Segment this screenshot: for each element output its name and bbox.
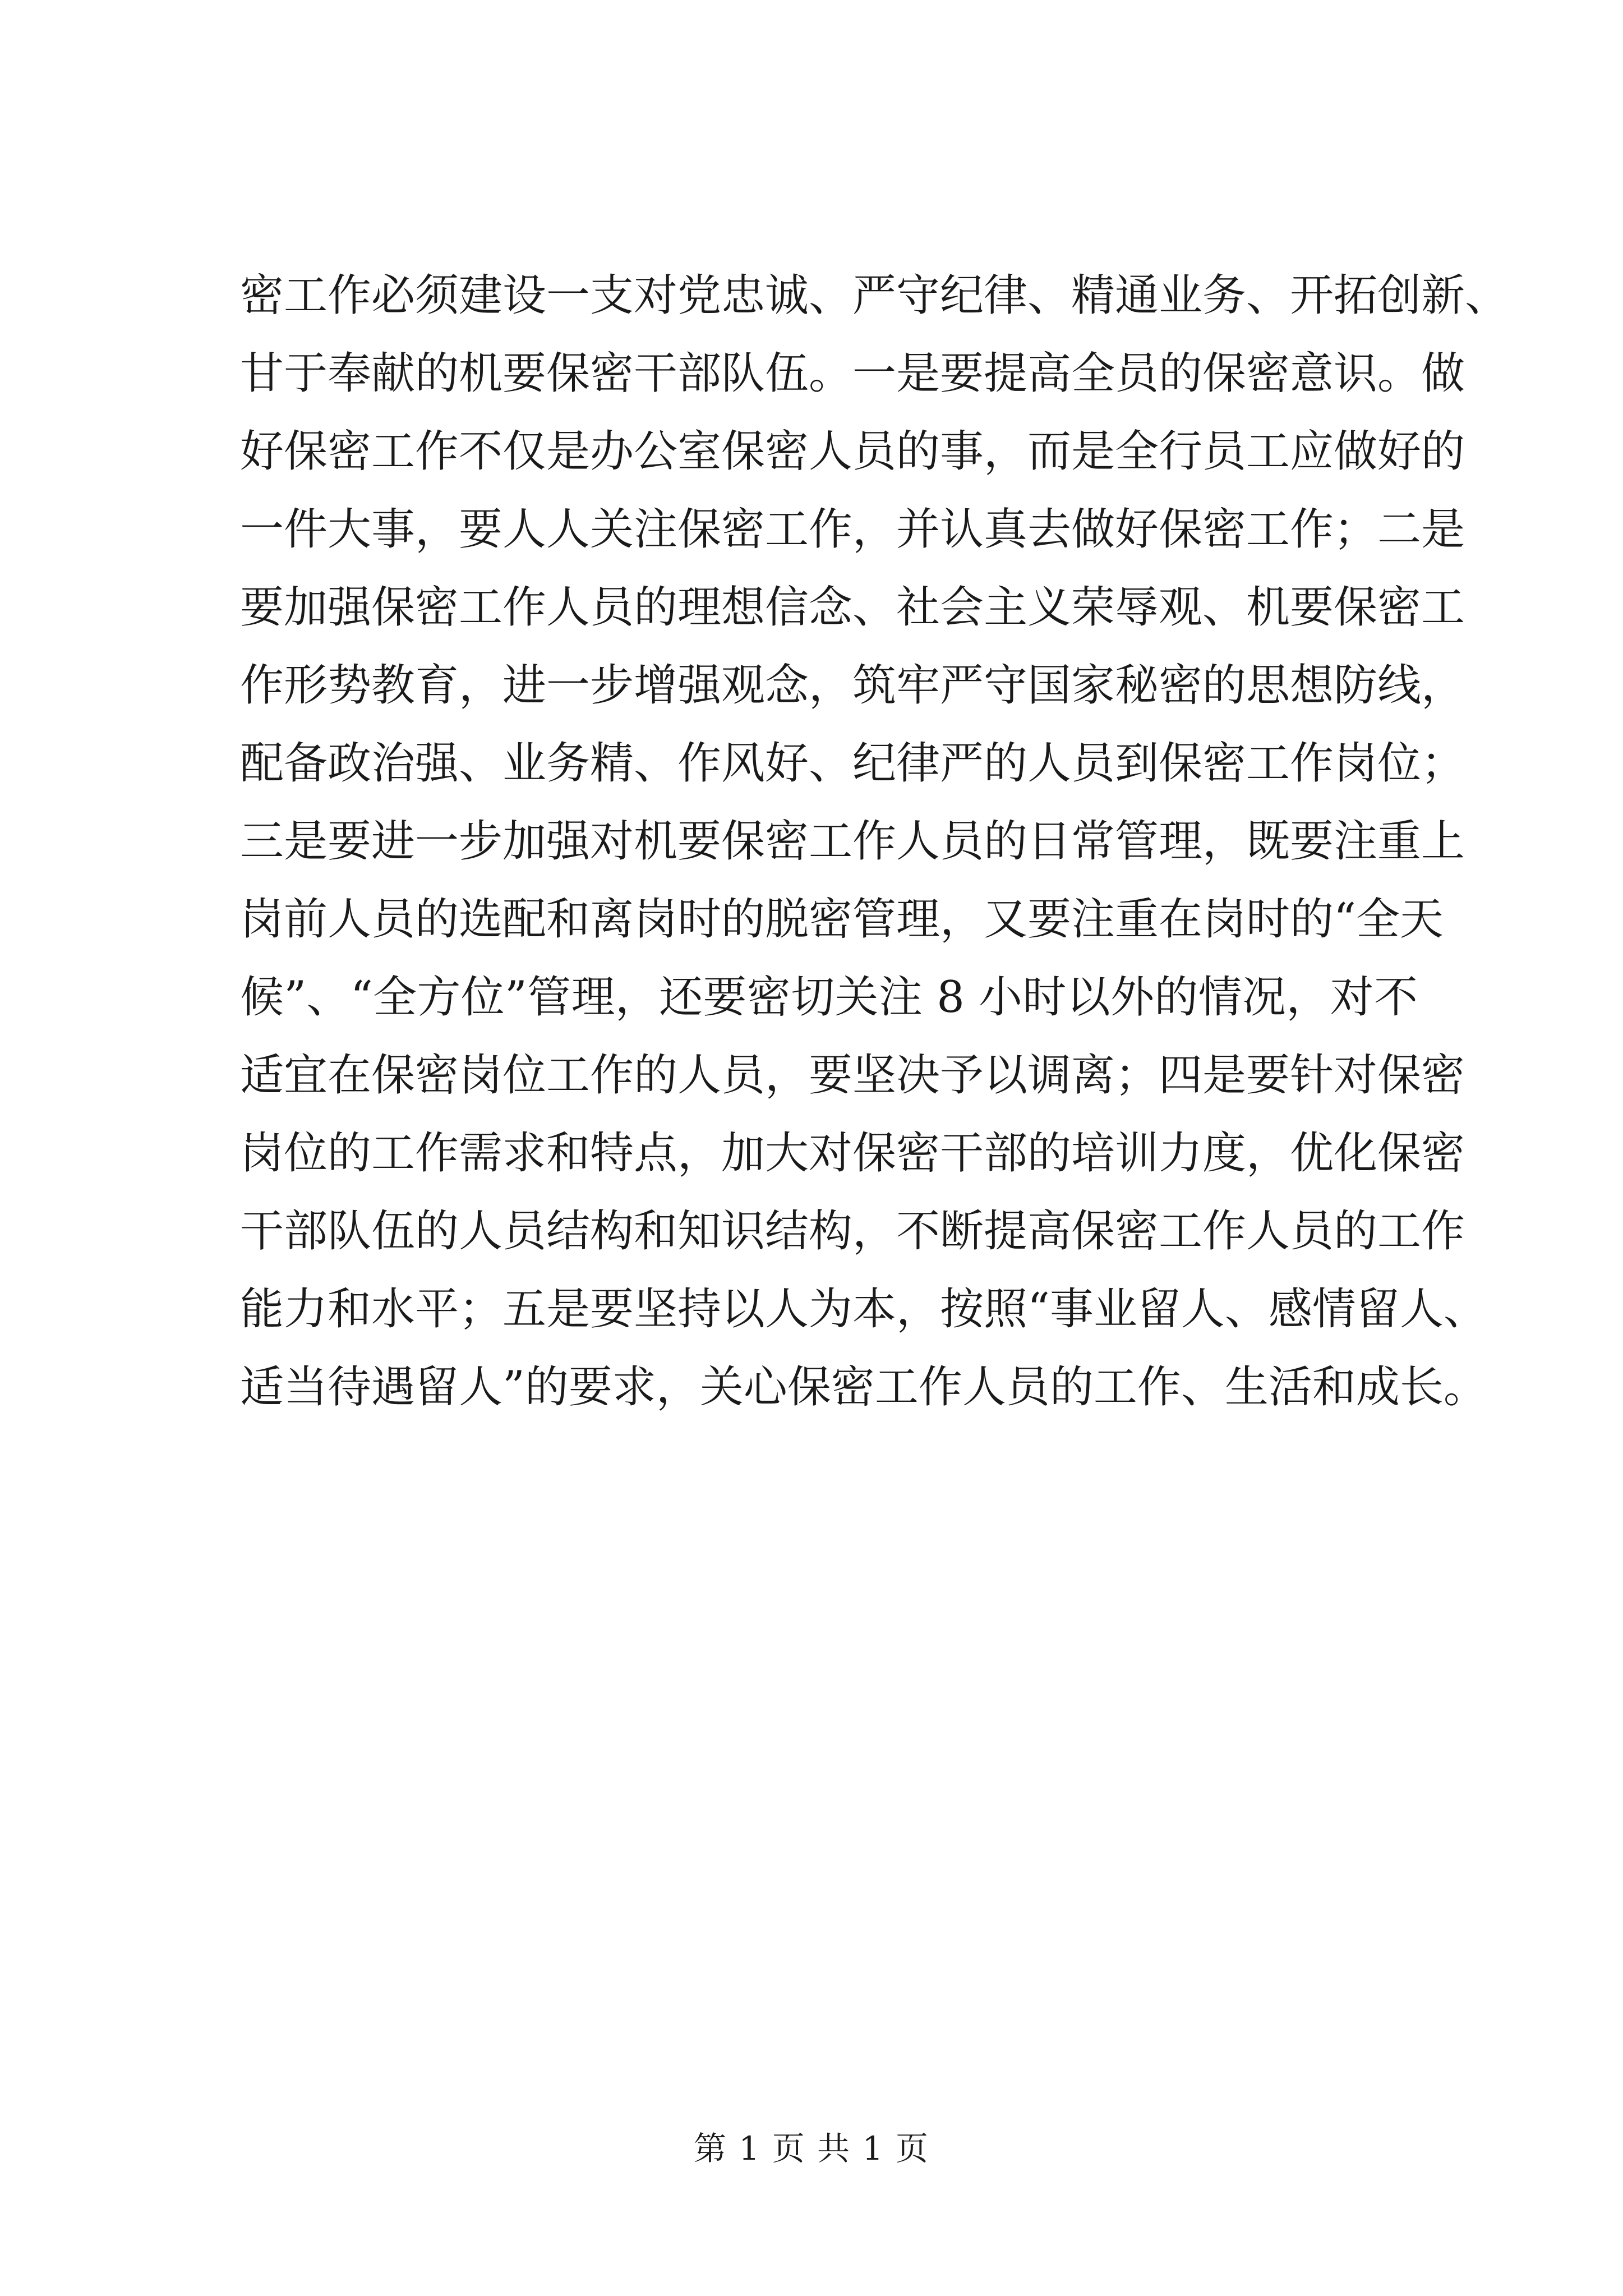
paragraph-line: 密工作必须建设一支对党忠诚、严守纪律、精通业务、开拓创新、: [240, 270, 1509, 321]
paragraph-line: 一件大事，要人人关注保密工作，并认真去做好保密工作；二是: [240, 504, 1465, 555]
paragraph-line: 干部队伍的人员结构和知识结构，不断提高保密工作人员的工作: [240, 1206, 1465, 1257]
paragraph-line: 岗位的工作需求和特点，加大对保密干部的培训力度，优化保密: [240, 1128, 1465, 1179]
paragraph-line: 适当待遇留人”的要求，关心保密工作人员的工作、生活和成长。: [240, 1362, 1487, 1412]
paragraph-line: 三是要进一步加强对机要保密工作人员的日常管理，既要注重上: [240, 816, 1465, 867]
paragraph-line: 甘于奉献的机要保密干部队伍。一是要提高全员的保密意识。做: [240, 348, 1465, 399]
paragraph-line: 岗前人员的选配和离岗时的脱密管理，又要注重在岗时的“全天: [240, 894, 1444, 945]
paragraph-line: 要加强保密工作人员的理想信念、社会主义荣辱观、机要保密工: [240, 582, 1465, 633]
body-paragraph: [240, 257, 1509, 1427]
page-number-footer: 第 1 页 共 1 页: [694, 2129, 929, 2168]
paragraph-line: 候”、“全方位”管理，还要密切关注 8 小时以外的情况，对不: [240, 972, 1418, 1023]
paragraph-line: 配备政治强、业务精、作风好、纪律严的人员到保密工作岗位；: [240, 738, 1465, 789]
paragraph-line: 好保密工作不仅是办公室保密人员的事，而是全行员工应做好的: [240, 426, 1465, 477]
paragraph-line: 作形势教育，进一步增强观念，筑牢严守国家秘密的思想防线，: [240, 660, 1465, 711]
paragraph-line: 适宜在保密岗位工作的人员，要坚决予以调离；四是要针对保密: [240, 1050, 1465, 1101]
paragraph-line: 能力和水平；五是要坚持以人为本，按照“事业留人、感情留人、: [240, 1284, 1487, 1335]
